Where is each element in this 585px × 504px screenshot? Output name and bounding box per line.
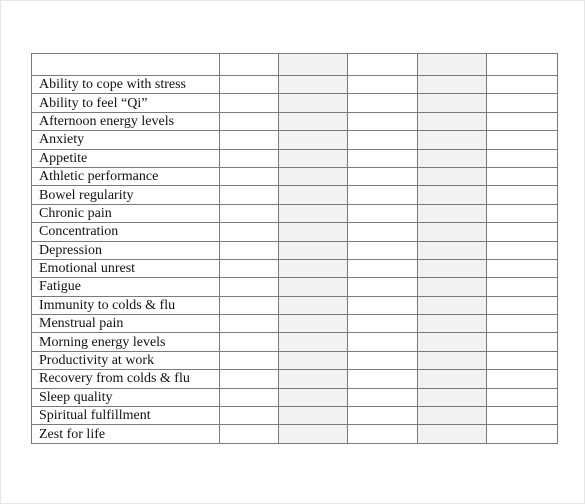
entry-cell-1[interactable]	[220, 167, 279, 185]
entry-cell-4[interactable]	[418, 223, 487, 241]
table-row	[32, 186, 558, 204]
entry-cell-3[interactable]	[348, 186, 418, 204]
row-label: Ability to cope with stress	[32, 76, 220, 94]
entry-cell-4[interactable]	[418, 296, 487, 314]
table-row	[32, 259, 558, 277]
row-label: Appetite	[32, 149, 220, 167]
entry-cell-1[interactable]	[220, 351, 279, 369]
entry-cell-4[interactable]	[418, 425, 487, 443]
entry-cell-2[interactable]	[279, 278, 348, 296]
table-row	[32, 407, 558, 425]
entry-cell-1[interactable]	[220, 388, 279, 406]
table-row	[32, 333, 558, 351]
entry-cell-5[interactable]	[487, 149, 558, 167]
entry-cell-5[interactable]	[487, 333, 558, 351]
entry-cell-1[interactable]	[220, 186, 279, 204]
row-label: Emotional unrest	[32, 259, 220, 277]
entry-cell-5[interactable]	[487, 425, 558, 443]
entry-cell-1[interactable]	[220, 149, 279, 167]
table-row	[32, 223, 558, 241]
entry-cell-3[interactable]	[348, 259, 418, 277]
entry-cell-5[interactable]	[487, 278, 558, 296]
row-label: Morning energy levels	[32, 333, 220, 351]
entry-cell-3[interactable]	[348, 94, 418, 112]
entry-cell-4[interactable]	[418, 186, 487, 204]
row-label: Athletic performance	[32, 167, 220, 185]
table-row	[32, 241, 558, 259]
row-label: Anxiety	[32, 131, 220, 149]
table-row	[32, 131, 558, 149]
entry-cell-5[interactable]	[487, 167, 558, 185]
entry-cell-2[interactable]	[279, 315, 348, 333]
entry-cell-3[interactable]	[348, 351, 418, 369]
entry-cell-4[interactable]	[418, 333, 487, 351]
table-header-row	[32, 54, 558, 76]
entry-cell-1[interactable]	[220, 425, 279, 443]
entry-cell-2[interactable]	[279, 149, 348, 167]
entry-cell-4[interactable]	[418, 131, 487, 149]
entry-cell-1[interactable]	[220, 296, 279, 314]
entry-cell-2[interactable]	[279, 241, 348, 259]
row-label: Depression	[32, 241, 220, 259]
table-row	[32, 204, 558, 222]
table-row	[32, 351, 558, 369]
entry-cell-3[interactable]	[348, 149, 418, 167]
entry-cell-2[interactable]	[279, 333, 348, 351]
entry-cell-3[interactable]	[348, 241, 418, 259]
header-cell-1	[220, 54, 279, 76]
entry-cell-2[interactable]	[279, 351, 348, 369]
entry-cell-1[interactable]	[220, 259, 279, 277]
row-label: Concentration	[32, 223, 220, 241]
row-label: Chronic pain	[32, 204, 220, 222]
entry-cell-4[interactable]	[418, 76, 487, 94]
entry-cell-1[interactable]	[220, 278, 279, 296]
entry-cell-2[interactable]	[279, 223, 348, 241]
entry-cell-1[interactable]	[220, 204, 279, 222]
row-label: Menstrual pain	[32, 315, 220, 333]
entry-cell-5[interactable]	[487, 388, 558, 406]
table-row	[32, 388, 558, 406]
row-label: Bowel regularity	[32, 186, 220, 204]
entry-cell-2[interactable]	[279, 131, 348, 149]
entry-cell-2[interactable]	[279, 76, 348, 94]
table-row	[32, 112, 558, 130]
table-row	[32, 296, 558, 314]
entry-cell-3[interactable]	[348, 425, 418, 443]
entry-cell-2[interactable]	[279, 186, 348, 204]
entry-cell-5[interactable]	[487, 296, 558, 314]
entry-cell-1[interactable]	[220, 223, 279, 241]
entry-cell-4[interactable]	[418, 351, 487, 369]
entry-cell-1[interactable]	[220, 407, 279, 425]
entry-cell-1[interactable]	[220, 333, 279, 351]
entry-cell-1[interactable]	[220, 94, 279, 112]
entry-cell-4[interactable]	[418, 259, 487, 277]
entry-cell-5[interactable]	[487, 223, 558, 241]
entry-cell-5[interactable]	[487, 351, 558, 369]
header-cell-4	[418, 54, 487, 76]
entry-cell-5[interactable]	[487, 186, 558, 204]
row-label: Spiritual fulfillment	[32, 407, 220, 425]
entry-cell-3[interactable]	[348, 333, 418, 351]
header-cell-label	[32, 54, 220, 76]
entry-cell-5[interactable]	[487, 76, 558, 94]
row-label: Recovery from colds & flu	[32, 370, 220, 388]
entry-cell-5[interactable]	[487, 112, 558, 130]
entry-cell-5[interactable]	[487, 241, 558, 259]
entry-cell-3[interactable]	[348, 370, 418, 388]
row-label: Afternoon energy levels	[32, 112, 220, 130]
entry-cell-2[interactable]	[279, 112, 348, 130]
entry-cell-2[interactable]	[279, 388, 348, 406]
header-cell-2	[279, 54, 348, 76]
entry-cell-1[interactable]	[220, 241, 279, 259]
entry-cell-3[interactable]	[348, 167, 418, 185]
entry-cell-5[interactable]	[487, 315, 558, 333]
entry-cell-5[interactable]	[487, 131, 558, 149]
entry-cell-2[interactable]	[279, 296, 348, 314]
entry-cell-5[interactable]	[487, 407, 558, 425]
entry-cell-4[interactable]	[418, 388, 487, 406]
entry-cell-2[interactable]	[279, 204, 348, 222]
entry-cell-2[interactable]	[279, 167, 348, 185]
row-label: Zest for life	[32, 425, 220, 443]
row-label: Ability to feel “Qi”	[32, 94, 220, 112]
entry-cell-5[interactable]	[487, 204, 558, 222]
row-label: Productivity at work	[32, 351, 220, 369]
entry-cell-5[interactable]	[487, 370, 558, 388]
entry-cell-3[interactable]	[348, 296, 418, 314]
entry-cell-2[interactable]	[279, 259, 348, 277]
entry-cell-3[interactable]	[348, 315, 418, 333]
entry-cell-2[interactable]	[279, 94, 348, 112]
entry-cell-3[interactable]	[348, 112, 418, 130]
entry-cell-4[interactable]	[418, 370, 487, 388]
entry-cell-5[interactable]	[487, 259, 558, 277]
entry-cell-2[interactable]	[279, 407, 348, 425]
entry-cell-4[interactable]	[418, 315, 487, 333]
entry-cell-5[interactable]	[487, 94, 558, 112]
entry-cell-4[interactable]	[418, 94, 487, 112]
table-row	[32, 94, 558, 112]
table-row	[32, 149, 558, 167]
entry-cell-3[interactable]	[348, 388, 418, 406]
entry-cell-1[interactable]	[220, 315, 279, 333]
entry-cell-4[interactable]	[418, 278, 487, 296]
entry-cell-3[interactable]	[348, 223, 418, 241]
entry-cell-4[interactable]	[418, 149, 487, 167]
table-row	[32, 76, 558, 94]
entry-cell-1[interactable]	[220, 76, 279, 94]
entry-cell-3[interactable]	[348, 278, 418, 296]
entry-cell-4[interactable]	[418, 112, 487, 130]
entry-cell-2[interactable]	[279, 370, 348, 388]
entry-cell-4[interactable]	[418, 204, 487, 222]
entry-cell-3[interactable]	[348, 407, 418, 425]
entry-cell-1[interactable]	[220, 131, 279, 149]
table-row	[32, 315, 558, 333]
row-label: Sleep quality	[32, 388, 220, 406]
table-row	[32, 425, 558, 443]
entry-cell-1[interactable]	[220, 370, 279, 388]
header-cell-3	[348, 54, 418, 76]
entry-cell-3[interactable]	[348, 131, 418, 149]
row-label: Fatigue	[32, 278, 220, 296]
entry-cell-3[interactable]	[348, 76, 418, 94]
table-row	[32, 167, 558, 185]
entry-cell-1[interactable]	[220, 112, 279, 130]
wellness-tracking-table	[31, 53, 558, 444]
entry-cell-2[interactable]	[279, 425, 348, 443]
entry-cell-4[interactable]	[418, 167, 487, 185]
entry-cell-4[interactable]	[418, 407, 487, 425]
header-cell-5	[487, 54, 558, 76]
table-row	[32, 370, 558, 388]
table-row	[32, 278, 558, 296]
entry-cell-4[interactable]	[418, 241, 487, 259]
row-label: Immunity to colds & flu	[32, 296, 220, 314]
entry-cell-3[interactable]	[348, 204, 418, 222]
